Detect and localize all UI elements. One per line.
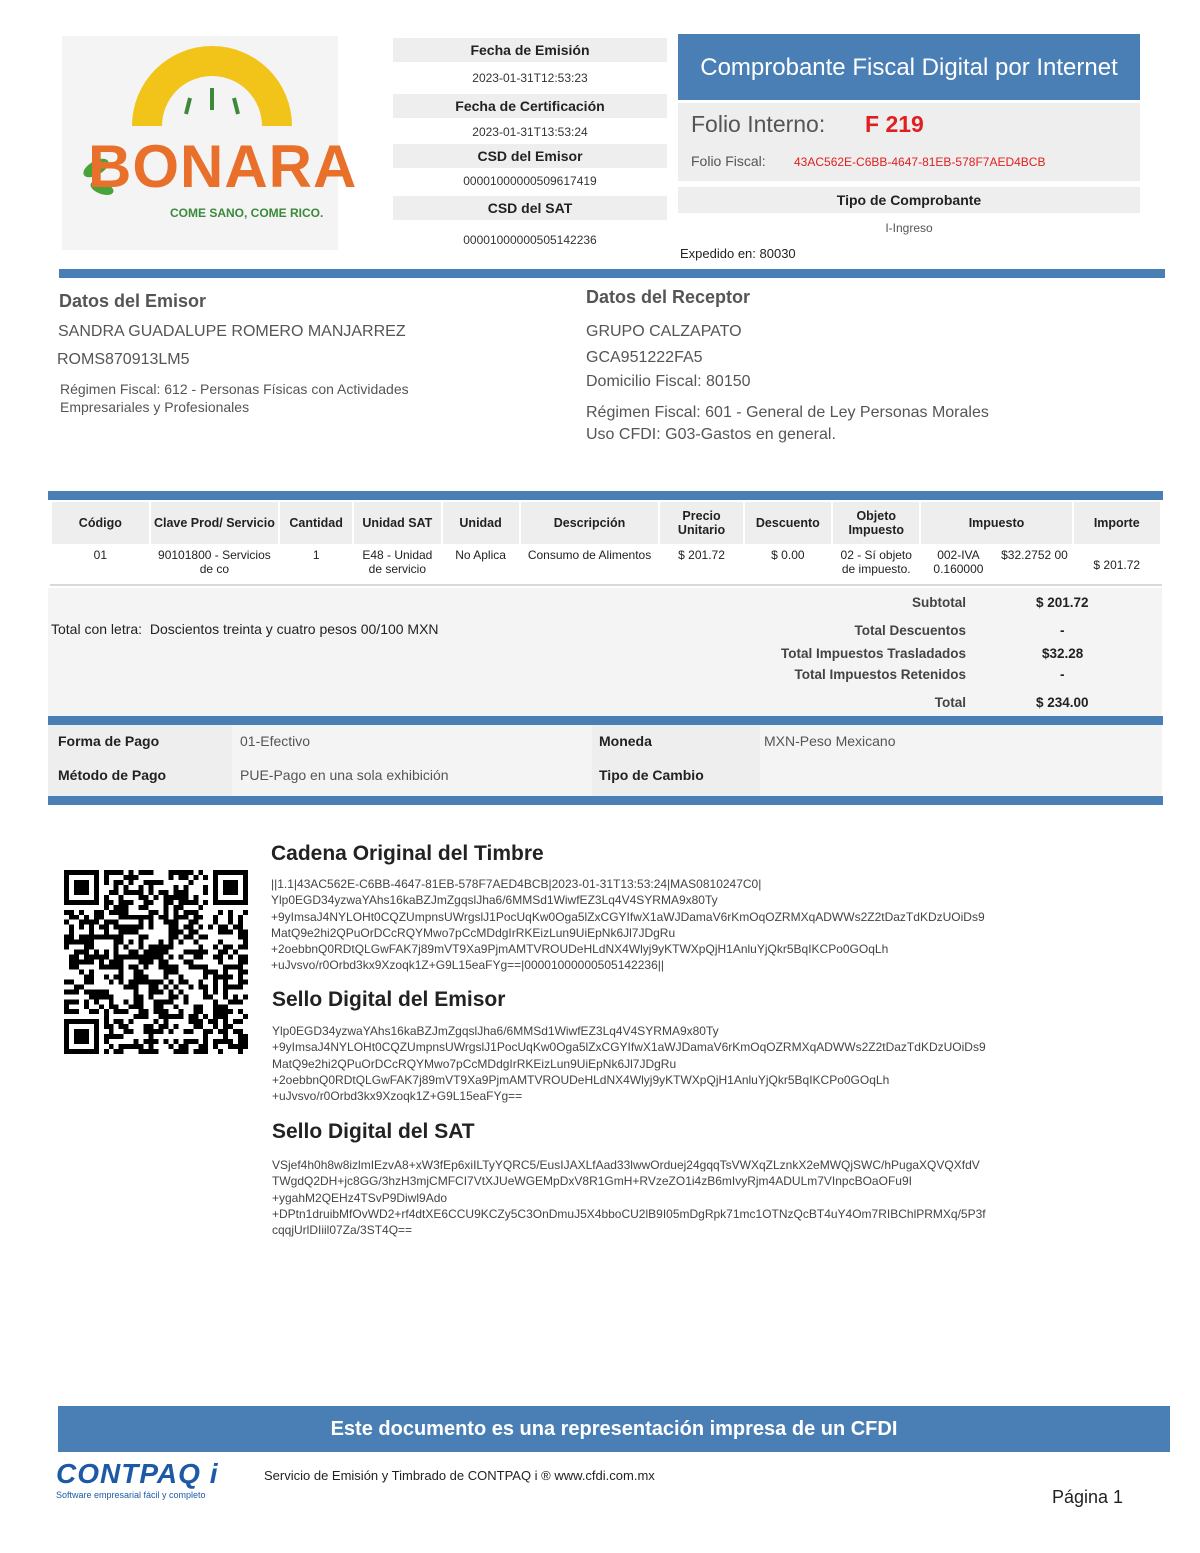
- table-row: [51, 545, 1161, 585]
- emisor-title: Datos del Emisor: [59, 291, 207, 311]
- cell-importe: $ 201.72: [1073, 545, 1161, 585]
- cell-descuento: $ 0.00: [744, 545, 832, 585]
- qr-code: [64, 870, 248, 1054]
- cadena-line: +2oebbnQ0RDtQLGwFAK7j89mVT9Xa9PjmAMTVROUDeHLdNX4Wlyj9yKTWXpQjH1AnluYjQkr5BqIKCPo0GOqLh: [271, 942, 889, 957]
- forma-pago-value: 01-Efectivo: [240, 733, 311, 749]
- expedido-en: Expedido en: 80030: [680, 246, 796, 261]
- csd-emisor-label: CSD del Emisor: [393, 144, 667, 168]
- sello-sat-title: Sello Digital del SAT: [272, 1120, 475, 1143]
- cell-unidad: No Aplica: [442, 545, 520, 585]
- header-divider: [59, 269, 1165, 278]
- cadena-line: +9yImsaJ4NYLOHt0CQZUmpnsUWrgslJ1PocUqKw0Oga5lZxCGYIfwX1aWJDamaV6rKmOqOZRMXqADWWs2Z2tDazTdKDzUOiDs9: [271, 909, 985, 924]
- sello-emisor-line: Ylp0EGD34yzwaYAhs16kaBZJmZgqslJha6/6MMSd1WiwfEZ3Lq4V4SYRMA9x80Ty: [272, 1024, 719, 1038]
- cadena-title: Cadena Original del Timbre: [271, 842, 544, 865]
- folio-fiscal-label: Folio Fiscal:: [691, 153, 766, 169]
- csd-emisor-value: 00001000000509617419: [463, 174, 597, 188]
- footer-banner: [58, 1406, 1170, 1452]
- sello-emisor-line: +uJvsvo/r0Orbd3kx9Xzoqk1Z+G9L15eaFYg==: [272, 1089, 523, 1104]
- col-clave: Clave Prod/ Servicio: [150, 501, 280, 545]
- moneda-value: MXN-Peso Mexicano: [764, 733, 896, 749]
- contpaq-tagline: Software empresarial fácil y completo: [56, 1490, 206, 1500]
- cell-cantidad: 1: [279, 545, 353, 585]
- footer-banner-text: Este documento es una representación impresa de un CFDI: [330, 1418, 898, 1440]
- payment-bottom-bar: [48, 796, 1163, 805]
- logo-brand: BONARA: [88, 133, 358, 200]
- items-table: [50, 500, 1162, 586]
- col-impuesto: Impuesto: [920, 501, 1072, 545]
- total-con-letra: [51, 621, 439, 637]
- retenidos-value: -: [1060, 667, 1065, 682]
- cell-clave: 90101800 - Servicios de co: [150, 545, 280, 585]
- cadena-line: Ylp0EGD34yzwaYAhs16kaBZJmZgqslJha6/6MMSd1WiwfEZ3Lq4V4SYRMA9x80Ty: [271, 893, 718, 908]
- total-con-letra-value: Doscientos treinta y cuatro pesos 00/100 MXN: [149, 621, 439, 637]
- col-descripcion: Descripción: [520, 501, 660, 545]
- totals-area: [48, 588, 1162, 716]
- table-top-bar: [48, 491, 1163, 500]
- receptor-uso-cfdi: Uso CFDI: G03-Gastos en general.: [586, 426, 836, 443]
- payment-top-bar: [48, 716, 1163, 725]
- cadena-text: [271, 876, 1151, 974]
- fecha-certificacion-value: 2023-01-31T13:53:24: [472, 125, 588, 139]
- receptor-nombre: GRUPO CALZAPATO: [586, 323, 742, 340]
- cfdi-title-box: [678, 34, 1140, 100]
- descuentos-value: -: [1060, 623, 1065, 638]
- tipo-comprobante-value: I-Ingreso: [885, 221, 933, 235]
- cell-descripcion: Consumo de Alimentos: [520, 545, 660, 585]
- cell-objeto: 02 - Sí objeto de impuesto.: [832, 545, 920, 585]
- folio-interno-value: F 219: [865, 111, 924, 137]
- cfdi-title: Comprobante Fiscal Digital por Internet: [700, 54, 1118, 81]
- folio-box: [678, 103, 1140, 181]
- trasladados-value: $32.28: [1042, 646, 1084, 661]
- tipo-cambio-label: Tipo de Cambio: [599, 767, 704, 783]
- contpaq-logo: [56, 1458, 246, 1508]
- contpaq-logo-text: CONTPAQ i: [56, 1458, 219, 1489]
- sello-emisor-line: +2oebbnQ0RDtQLGwFAK7j89mVT9Xa9PjmAMTVROUDeHLdNX4Wlyj9yKTWXpQjH1AnluYjQkr5BqIKCPo0GOqLh: [272, 1072, 890, 1087]
- retenidos-label: Total Impuestos Retenidos: [794, 667, 966, 682]
- receptor-domicilio: Domicilio Fiscal: 80150: [586, 373, 751, 390]
- fecha-emision-value: 2023-01-31T12:53:23: [472, 71, 588, 85]
- col-cantidad: Cantidad: [279, 501, 353, 545]
- receptor-rfc: GCA951222FA5: [586, 349, 703, 366]
- fecha-certificacion-label: Fecha de Certificación: [393, 94, 667, 118]
- cell-codigo: 01: [51, 545, 150, 585]
- csd-sat-value: 00001000000505142236: [463, 233, 597, 247]
- sello-sat-line: cqqjUrlDIiil07Za/3ST4Q==: [272, 1223, 413, 1238]
- cadena-line: +uJvsvo/r0Orbd3kx9Xzoqk1Z+G9L15eaFYg==|00001000000505142236||: [271, 958, 664, 973]
- sello-emisor-title: Sello Digital del Emisor: [272, 988, 506, 1011]
- page-number: Página 1: [1052, 1487, 1124, 1507]
- company-logo: [62, 36, 358, 250]
- cell-precio: $ 201.72: [659, 545, 743, 585]
- subtotal-label: Subtotal: [912, 595, 966, 610]
- subtotal-value: $ 201.72: [1036, 595, 1089, 610]
- sello-sat-line: +DPtn1druibMfOvWD2+rf4dtXE6CCU9KCZy5C3OnDmuJ5X4bboCU2lB9I05mDgRpk71mc1OTNzQcBT4uY4Om7RIBChlPRMXq/5P3f: [272, 1206, 986, 1221]
- sello-sat-line: TWgdQ2DH+jc8GG/3hzH3mjCMFCI7VtXJUeWGEMpDxV8R1GmH+RVzeZO1i4zB6mIvyRjm4ADULm7VInpcBOaOFu9I: [272, 1174, 912, 1189]
- descuentos-label: Total Descuentos: [854, 623, 966, 638]
- cadena-line: ||1.1|43AC562E-C6BB-4647-81EB-578F7AED4BCB|2023-01-31T13:53:24|MAS0810247C0|: [271, 877, 762, 891]
- total-label: Total: [934, 695, 966, 710]
- col-objeto: Objeto Impuesto: [832, 501, 920, 545]
- sello-sat-line: VSjef4h0h8w8izlmIEzvA8+xW3fEp6xiILTyYQRC5/EusIJAXLfAad33lwwOrduej24gqqTsVWXqZLznkX2eMWQjSWC/hPugaXQVQXfdV: [272, 1158, 980, 1172]
- cadena-line: MatQ9e2hi2QPuOrDCcRQYMwo7pCcMDdgIrRKEizLun9UiEpNk6Jl7JDgRu: [271, 925, 676, 940]
- sello-emisor-line: +9yImsaJ4NYLOHt0CQZUmpnsUWrgslJ1PocUqKw0Oga5lZxCGYIfwX1aWJDamaV6rKmOqOZRMXqADWWs2Z2tDazTdKDzUOiDs9: [272, 1040, 986, 1055]
- receptor-regimen: Régimen Fiscal: 601 - General de Ley Personas Morales: [586, 404, 989, 421]
- total-con-letra-label: Total con letra:: [51, 621, 143, 637]
- sello-emisor-text: [272, 1023, 1152, 1104]
- folio-interno-label: Folio Interno:: [691, 111, 826, 137]
- metodo-pago-label: Método de Pago: [58, 767, 167, 783]
- col-descuento: Descuento: [744, 501, 832, 545]
- emisor-regimen-2: Empresariales y Profesionales: [60, 399, 250, 415]
- col-precio: Precio Unitario: [659, 501, 743, 545]
- cell-unidad-sat: E48 - Unidad de servicio: [353, 545, 441, 585]
- logo-tagline: COME SANO, COME RICO.: [170, 206, 324, 220]
- fecha-emision-label: Fecha de Emisión: [393, 38, 667, 62]
- folio-fiscal-value: 43AC562E-C6BB-4647-81EB-578F7AED4BCB: [794, 155, 1046, 169]
- trasladados-label: Total Impuestos Trasladados: [780, 646, 966, 661]
- emisor-nombre: SANDRA GUADALUPE ROMERO MANJARREZ: [58, 323, 406, 340]
- sello-sat-text: [272, 1157, 1152, 1238]
- total-value: $ 234.00: [1036, 695, 1089, 710]
- moneda-label: Moneda: [599, 733, 652, 749]
- sello-emisor-line: MatQ9e2hi2QPuOrDCcRQYMwo7pCcMDdgIrRKEizLun9UiEpNk6Jl7JDgRu: [272, 1056, 677, 1071]
- items-header-row: [51, 501, 1161, 545]
- col-codigo: Código: [51, 501, 150, 545]
- col-importe: Importe: [1073, 501, 1161, 545]
- sello-sat-line: +ygahM2QEHz4TSvP9Diwl9Ado: [272, 1190, 448, 1205]
- cell-impuesto-monto: $32.2752 00: [996, 545, 1072, 585]
- metodo-pago-value: PUE-Pago en una sola exhibición: [240, 767, 449, 783]
- forma-pago-label: Forma de Pago: [58, 733, 160, 749]
- tipo-comprobante-label: Tipo de Comprobante: [678, 187, 1140, 213]
- emisor-rfc: ROMS870913LM5: [57, 351, 190, 368]
- col-unidad: Unidad: [442, 501, 520, 545]
- footer-servicio: Servicio de Emisión y Timbrado de CONTPAQ i ® www.cfdi.com.mx: [264, 1468, 655, 1483]
- cell-impuesto-tipo: 002-IVA 0.160000: [920, 545, 996, 585]
- emisor-regimen-1: Régimen Fiscal: 612 - Personas Físicas con Actividades: [60, 381, 409, 397]
- col-unidad-sat: Unidad SAT: [353, 501, 441, 545]
- csd-sat-label: CSD del SAT: [393, 196, 667, 220]
- receptor-title: Datos del Receptor: [586, 287, 751, 307]
